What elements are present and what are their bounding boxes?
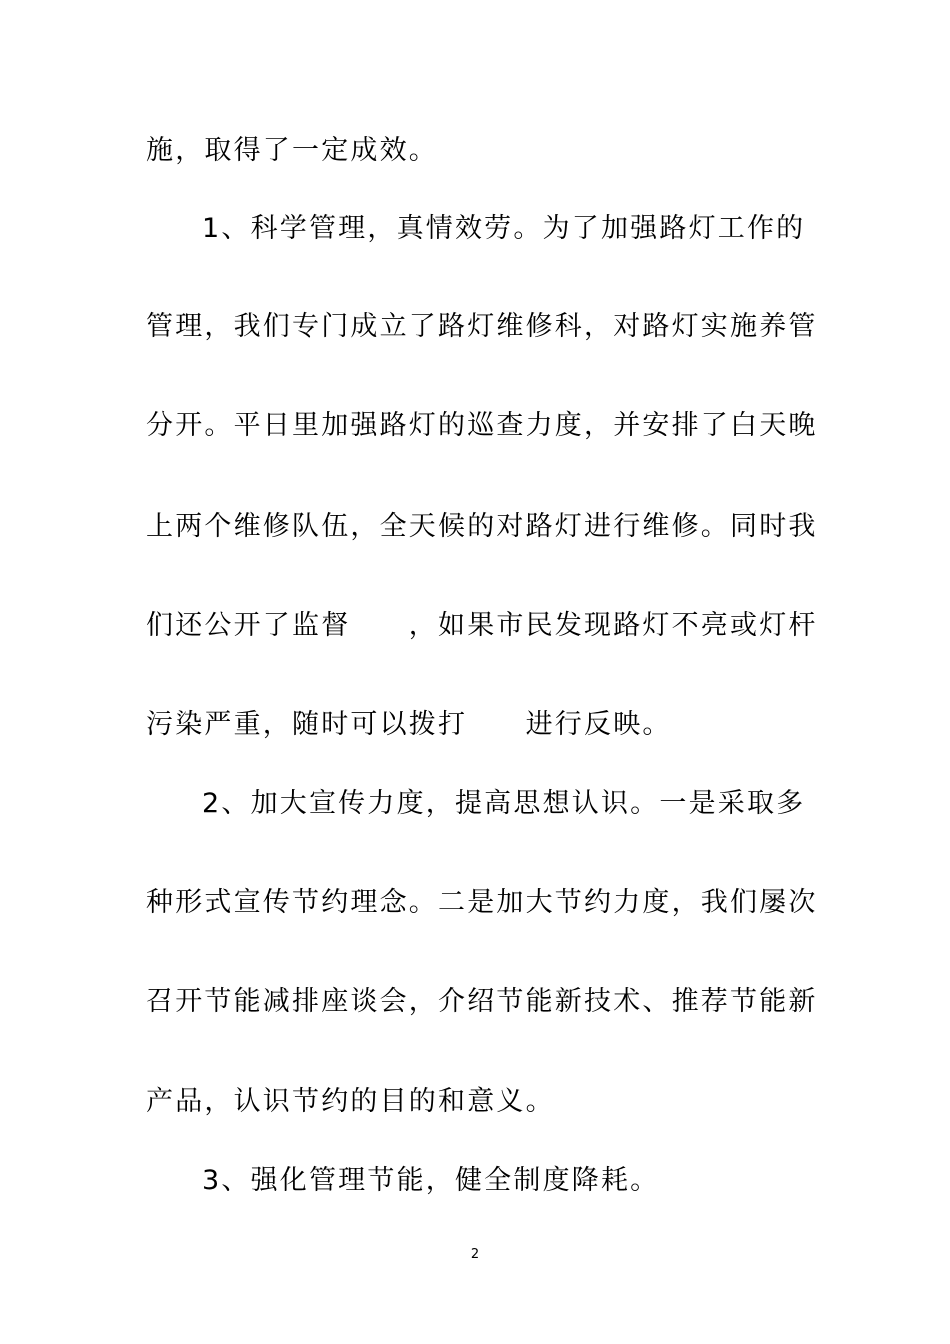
text-line: 上两个维修队伍，全天候的对路灯进行维修。同时我 — [146, 511, 818, 542]
paragraph-3-heading-line: 3、强化管理节能，健全制度降耗。 — [202, 1165, 660, 1196]
text-line: 召开节能减排座谈会，介绍节能新技术、推荐节能新 — [146, 986, 818, 1017]
paragraph-2-heading-line: 2、加大宣传力度，提高思想认识。一是采取多 — [202, 788, 806, 819]
text-line: 污染严重，随时可以拨打 进行反映。 — [146, 709, 672, 740]
text-line: 种形式宣传节约理念。二是加大节约力度，我们屡次 — [146, 887, 818, 918]
text-line: 产品，认识节约的目的和意义。 — [146, 1086, 555, 1117]
page-number: 2 — [470, 1247, 480, 1262]
text-line: 分开。平日里加强路灯的巡查力度，并安排了白天晚 — [146, 410, 818, 441]
paragraph-1-heading-line: 1、科学管理，真情效劳。为了加强路灯工作的 — [202, 213, 806, 244]
text-line: 施，取得了一定成效。 — [146, 135, 438, 166]
text-line: 们还公开了监督 ，如果市民发现路灯不亮或灯杆 — [146, 610, 818, 641]
text-line: 管理，我们专门成立了路灯维修科，对路灯实施养管 — [146, 311, 818, 342]
